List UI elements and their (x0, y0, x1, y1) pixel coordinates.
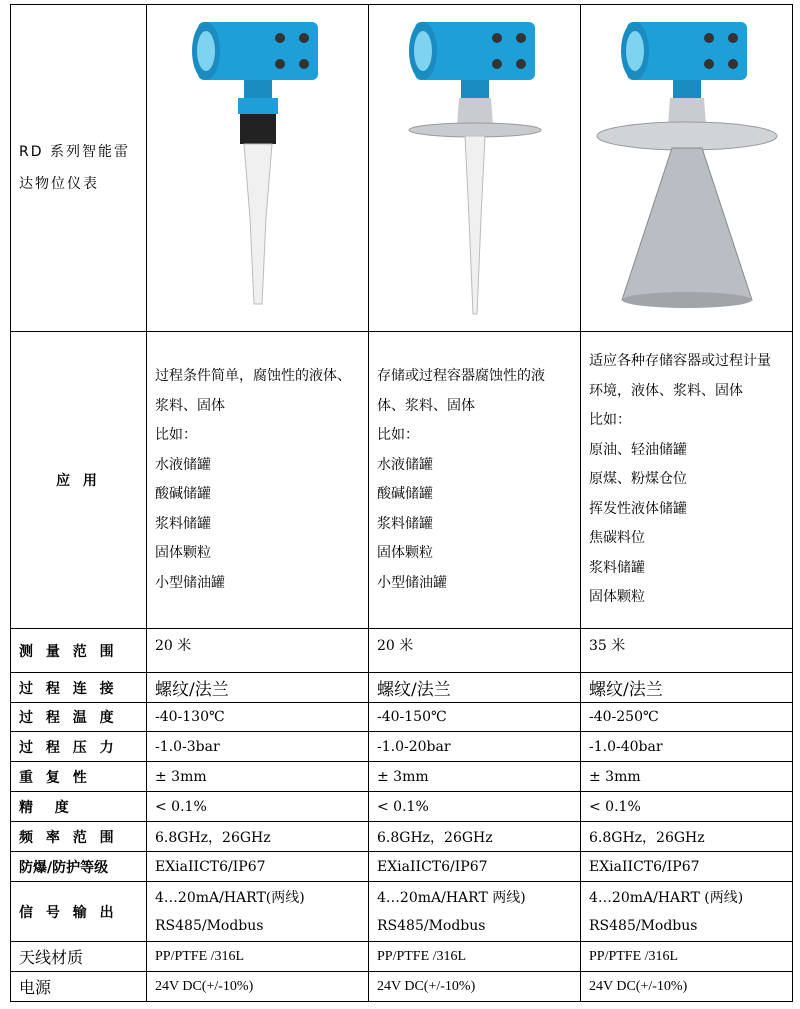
app-line: 适应各种存储容器或过程计量环境，液体、浆料、固体 (589, 353, 771, 399)
product-1-signal (147, 882, 369, 942)
product-1-explosion: EXiaIICT6/IP67 (147, 852, 369, 882)
spec-table (10, 4, 793, 1002)
product-2-repeatability: ± 3mm (369, 762, 581, 792)
app-line: 比如： (155, 427, 197, 443)
table-title: RD 系列智能雷达物位仪表 (11, 5, 147, 332)
product-3-connection: 螺纹/法兰 (581, 673, 793, 703)
frequency-row (11, 822, 793, 852)
product-2-signal (369, 882, 581, 942)
app-line: 过程条件简单，腐蚀性的液体、浆料、固体 (155, 368, 351, 414)
product-1-pressure: -1.0-3bar (147, 732, 369, 762)
temperature-row (11, 703, 793, 732)
rod-antenna-radar-level-meter-image (168, 8, 348, 328)
range-label: 测 量 范 围 (11, 629, 147, 673)
app-line: 焦碳料位 (589, 530, 645, 547)
product-2-power: 24V DC(+/-10%) (369, 972, 581, 1002)
antenna-row (11, 942, 793, 972)
signal-line: RS485/Modbus (155, 917, 264, 934)
pressure-row (11, 732, 793, 762)
antenna-label: 天线材质 (11, 942, 147, 972)
app-line: 原煤、粉煤仓位 (589, 471, 687, 488)
flanged-rod-radar-level-meter-image (385, 8, 565, 328)
product-3-power: 24V DC(+/-10%) (581, 972, 793, 1002)
app-line: 浆料储罐 (589, 559, 645, 576)
range-row (11, 629, 793, 673)
signal-label: 信 号 输 出 (11, 882, 147, 942)
product-2-temperature: -40-150℃ (369, 703, 581, 732)
product-1-repeatability: ± 3mm (147, 762, 369, 792)
product-3-repeatability: ± 3mm (581, 762, 793, 792)
product-2-accuracy: < 0.1% (369, 792, 581, 822)
app-line: 浆料储罐 (377, 515, 433, 532)
signal-line: RS485/Modbus (589, 917, 698, 934)
app-line: 原油、轻油储罐 (589, 441, 687, 458)
product-3-image-cell (581, 5, 793, 332)
repeatability-row (11, 762, 793, 792)
pressure-label: 过 程 压 力 (11, 732, 147, 762)
product-1-connection: 螺纹/法兰 (147, 673, 369, 703)
signal-row (11, 882, 793, 942)
repeatability-label: 重 复 性 (11, 762, 147, 792)
product-1-application (147, 332, 369, 629)
connection-label: 过 程 连 接 (11, 673, 147, 703)
temperature-label: 过 程 温 度 (11, 703, 147, 732)
product-3-antenna: PP/PTFE /316L (581, 942, 793, 972)
app-line: 挥发性液体储罐 (589, 500, 687, 517)
product-2-image-cell (369, 5, 581, 332)
product-2-antenna: PP/PTFE /316L (369, 942, 581, 972)
product-2-pressure: -1.0-20bar (369, 732, 581, 762)
signal-line: 4…20mA/HART(两线) (155, 889, 305, 906)
app-line: 水液储罐 (377, 456, 433, 473)
power-row (11, 972, 793, 1002)
frequency-label: 频 率 范 围 (11, 822, 147, 852)
product-3-signal (581, 882, 793, 942)
product-1-frequency: 6.8GHz，26GHz (147, 822, 369, 852)
product-2-connection: 螺纹/法兰 (369, 673, 581, 703)
horn-antenna-radar-level-meter-image (592, 8, 782, 328)
product-2-application (369, 332, 581, 629)
power-label: 电源 (11, 972, 147, 1002)
app-line: 酸碱储罐 (155, 486, 211, 502)
product-3-range: 35 米 (581, 629, 793, 673)
app-line: 小型储油罐 (155, 574, 225, 591)
explosion-row (11, 852, 793, 882)
signal-line: RS485/Modbus (377, 917, 486, 934)
app-line: 小型储油罐 (377, 574, 447, 591)
explosion-label: 防爆/防护等级 (11, 852, 147, 882)
product-3-pressure: -1.0-40bar (581, 732, 793, 762)
product-1-range: 20 米 (147, 629, 369, 673)
product-2-range: 20 米 (369, 629, 581, 673)
image-row (11, 5, 793, 332)
product-3-explosion: EXiaIICT6/IP67 (581, 852, 793, 882)
application-row (11, 332, 793, 629)
product-1-temperature: -40-130℃ (147, 703, 369, 732)
app-line: 比如： (589, 412, 631, 429)
signal-line: 4…20mA/HART 两线) (377, 889, 526, 906)
signal-line: 4…20mA/HART (两线) (589, 889, 744, 906)
product-1-image-cell (147, 5, 369, 332)
app-line: 浆料储罐 (155, 515, 211, 532)
product-3-temperature: -40-250℃ (581, 703, 793, 732)
product-2-explosion: EXiaIICT6/IP67 (369, 852, 581, 882)
app-line: 固体颗粒 (377, 545, 433, 561)
app-line: 比如： (377, 427, 419, 443)
product-3-accuracy: < 0.1% (581, 792, 793, 822)
app-line: 酸碱储罐 (377, 486, 433, 502)
product-1-antenna: PP/PTFE /316L (147, 942, 369, 972)
accuracy-label: 精 度 (11, 792, 147, 822)
product-1-accuracy: < 0.1% (147, 792, 369, 822)
product-2-frequency: 6.8GHz，26GHz (369, 822, 581, 852)
application-label: 应 用 (11, 332, 147, 629)
accuracy-row (11, 792, 793, 822)
connection-row (11, 673, 793, 703)
product-3-frequency: 6.8GHz，26GHz (581, 822, 793, 852)
app-line: 固体颗粒 (589, 589, 645, 606)
app-line: 存储或过程容器腐蚀性的液体、浆料、固体 (377, 368, 545, 414)
product-3-application (581, 332, 793, 629)
product-1-power: 24V DC(+/-10%) (147, 972, 369, 1002)
app-line: 水液储罐 (155, 456, 211, 473)
app-line: 固体颗粒 (155, 545, 211, 561)
